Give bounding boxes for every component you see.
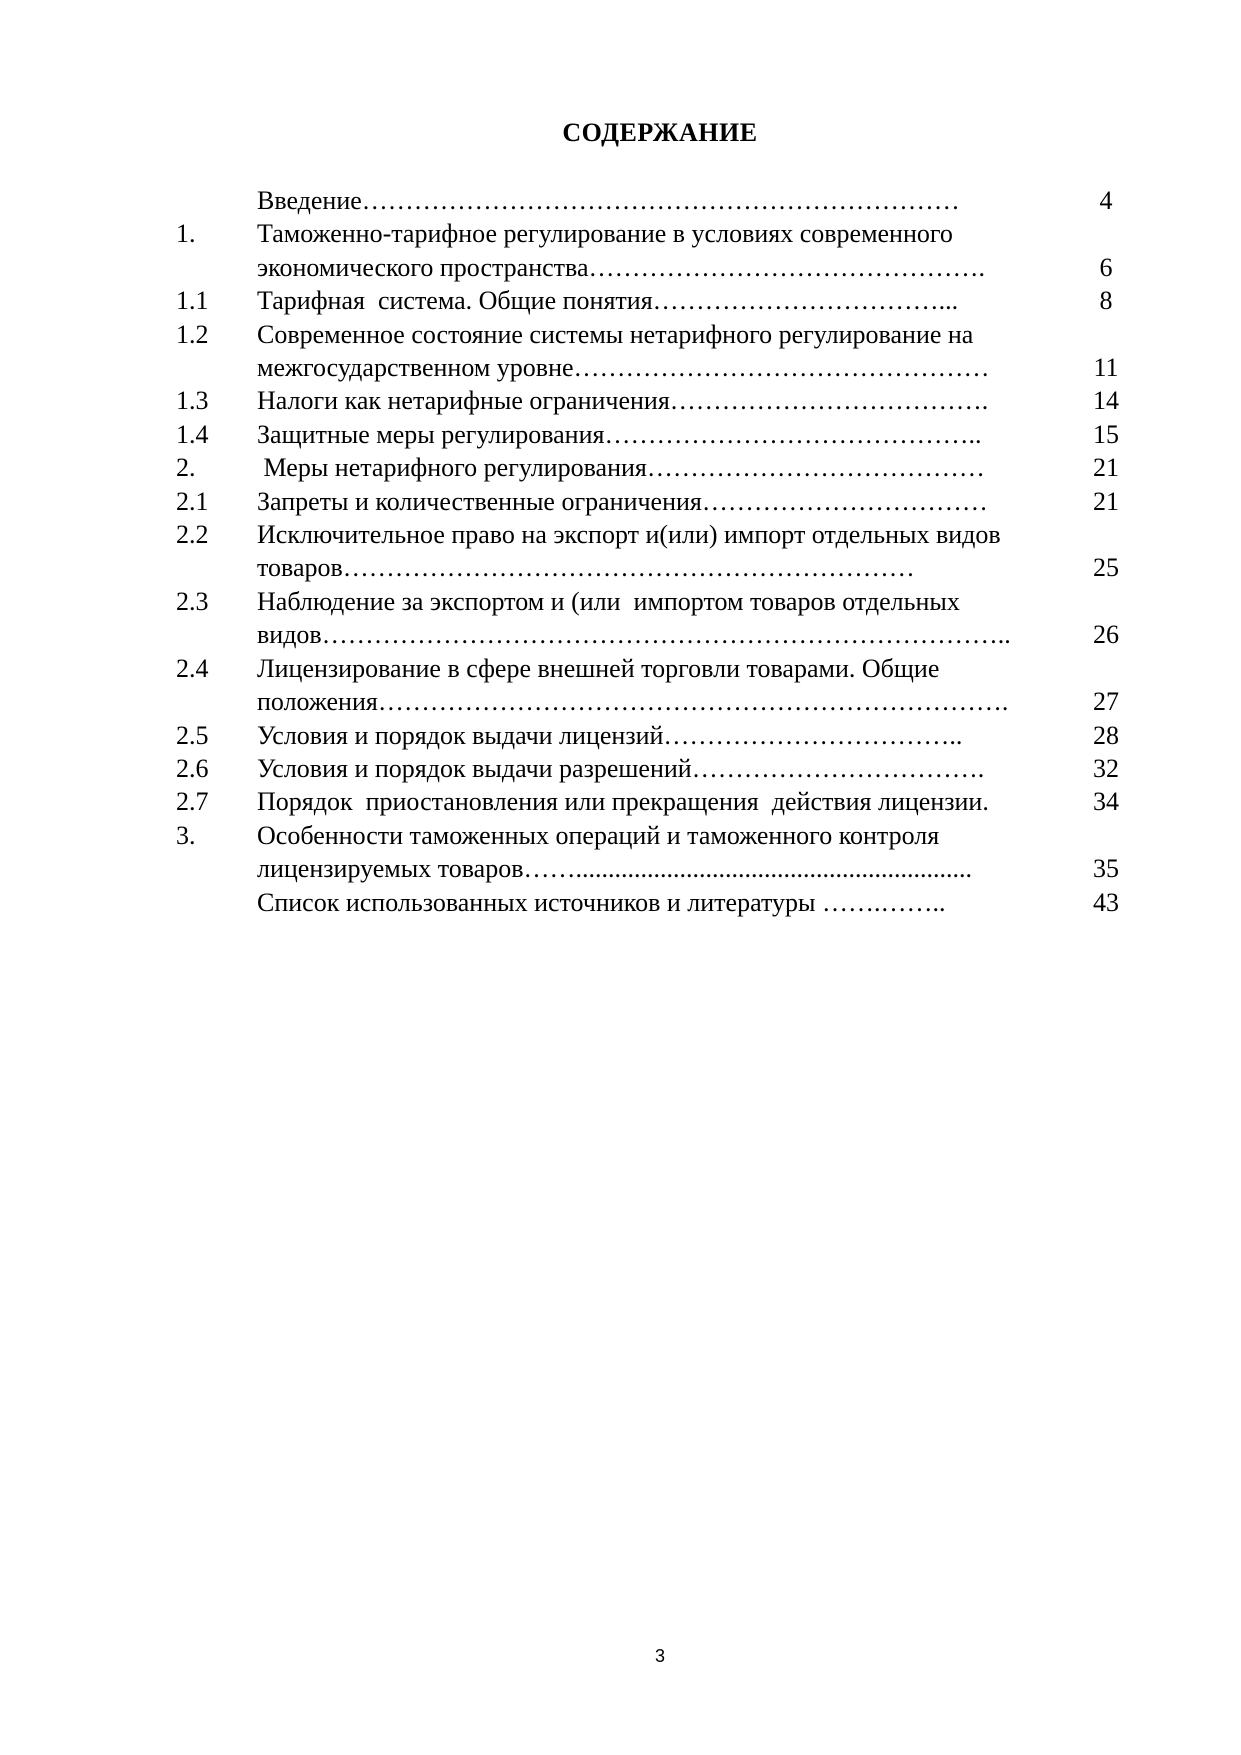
toc-entry-title: Список использованных источников и литературы …….…….. [257, 887, 946, 917]
toc-entry [176, 585, 1136, 652]
toc-entry [176, 886, 1136, 919]
toc-entry-page: 21 [1093, 486, 1119, 516]
toc-entry-number: 2.2 [176, 520, 209, 550]
toc-entry-number: 2. [176, 453, 196, 483]
toc-entry-page: 28 [1093, 720, 1119, 750]
toc-entry-page: 32 [1093, 753, 1119, 783]
toc-entry [176, 752, 1136, 785]
toc-entry-title: Налоги как нетарифные ограничения………………………………. [257, 386, 989, 416]
page-number: 3 [654, 1646, 665, 1666]
toc-entry-number: 3. [176, 820, 196, 850]
toc-entry [176, 184, 1136, 217]
toc-entry [176, 518, 1136, 585]
toc-entry [176, 485, 1136, 518]
toc-entry [176, 819, 1136, 886]
toc-entry-page: 4 [1099, 186, 1113, 215]
toc-entry-title: Условия и порядок выдачи разрешений……………………………. [257, 753, 985, 783]
toc-entry [176, 652, 1136, 719]
toc-entry-number: 2.5 [176, 720, 209, 750]
toc-entry [176, 318, 1136, 385]
toc-entry-page: 34 [1093, 787, 1119, 817]
toc-entry-number: 2.4 [176, 653, 209, 683]
toc-entry-page: 21 [1093, 453, 1119, 483]
toc-entry [176, 384, 1136, 417]
toc-entry-title: Тарифная система. Общие понятия……………………………... [257, 286, 959, 316]
toc-entry [176, 451, 1136, 484]
toc-entry-page: 6 [1099, 252, 1113, 282]
toc-entry-number: 2.3 [176, 586, 209, 616]
toc-entry-page: 43 [1093, 887, 1119, 917]
toc-entry-page: 11 [1093, 353, 1119, 383]
toc-entry-title: Лицензирование в сфере внешней торговли товарами. Общие положения………………………………………………………………. [257, 653, 1009, 717]
toc-entry [176, 284, 1136, 317]
toc-entry-title: Порядок приостановления или прекращения действия лицензии. [257, 787, 989, 817]
toc-entry-title: Современное состояние системы нетарифного регулирование на межгосударственном уровне………………………………………… [257, 319, 990, 383]
table-of-contents [176, 184, 1136, 919]
toc-entry [176, 719, 1136, 752]
toc-entry-title: Особенности таможенных операций и таможенного контроля лицензируемых товаров……............................................................. [257, 820, 972, 884]
toc-entry-page: 25 [1093, 553, 1119, 583]
toc-entry-number: 1.4 [176, 419, 209, 449]
toc-entry-title: Введение…………………………………………………………… [257, 186, 960, 215]
toc-entry [176, 785, 1136, 818]
toc-entry-number: 2.7 [176, 787, 209, 817]
toc-entry-page: 14 [1093, 386, 1119, 416]
toc-entry-page: 8 [1099, 286, 1113, 316]
toc-entry-title: Условия и порядок выдачи лицензий…………………………….. [257, 720, 963, 750]
toc-entry-number: 1.2 [176, 319, 209, 349]
toc-entry-page: 35 [1093, 854, 1119, 884]
toc-entry-title: Таможенно-тарифное регулирование в условиях современного экономического пространства………………………………………. [257, 219, 985, 282]
toc-entry-page: 26 [1093, 620, 1119, 650]
toc-entry-number: 1. [176, 219, 196, 249]
toc-entry-page: 15 [1093, 419, 1119, 449]
toc-entry-number: 2.6 [176, 753, 209, 783]
toc-entry [176, 418, 1136, 451]
toc-entry-title: Запреты и количественные ограничения…………………………… [257, 486, 988, 516]
toc-entry-number: 2.1 [176, 486, 209, 516]
page-title: СОДЕРЖАНИЕ [562, 118, 758, 147]
toc-entry-title: Защитные меры регулирования…………………………………….. [257, 419, 982, 449]
toc-entry [176, 217, 1136, 284]
toc-entry-title: Наблюдение за экспортом и (или импортом товаров отдельных видов…………………………………………………………………….. [257, 586, 1011, 650]
toc-entry-title: Исключительное право на экспорт и(или) импорт отдельных видов товаров………………………………………………………… [257, 520, 1008, 583]
toc-entry-number: 1.3 [176, 386, 209, 416]
toc-entry-title: Меры нетарифного регулирования………………………………… [257, 453, 985, 483]
toc-entry-page: 27 [1093, 687, 1119, 717]
toc-entry-number: 1.1 [176, 286, 209, 316]
